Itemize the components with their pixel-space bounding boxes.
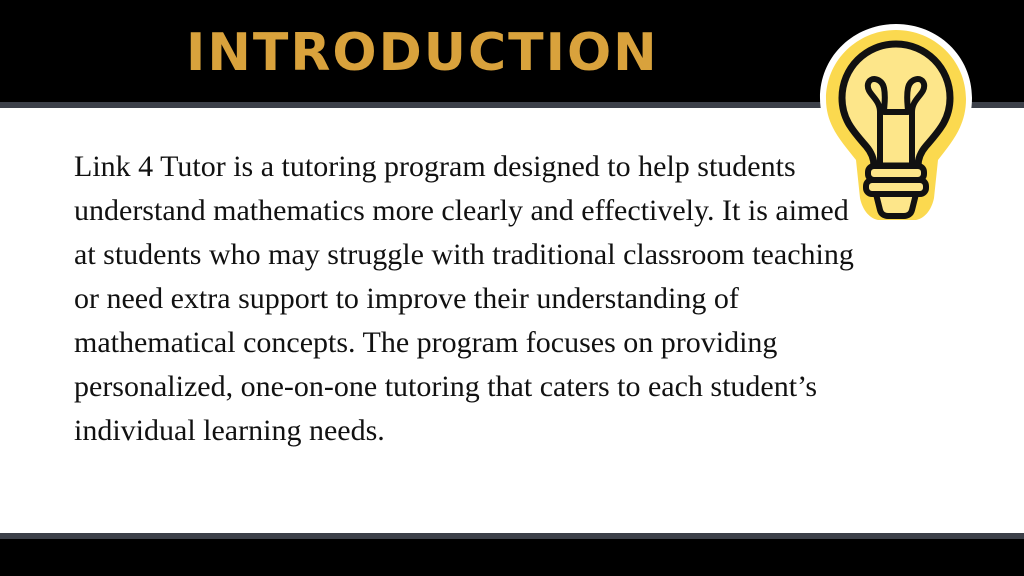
footer-bar bbox=[0, 539, 1024, 576]
intro-paragraph: Link 4 Tutor is a tutoring program designed to help students understand mathematics more clearly and effectively. It is aimed at students who may struggle with traditional classroom teaching or need extra support to improve their understanding of mathematical concepts. The program focuses on providing personalized, one-on-one tutoring that caters to each student’s individual learning needs. bbox=[74, 150, 854, 447]
slide-title: INTRODUCTION bbox=[186, 23, 659, 83]
lightbulb-icon bbox=[818, 22, 974, 228]
